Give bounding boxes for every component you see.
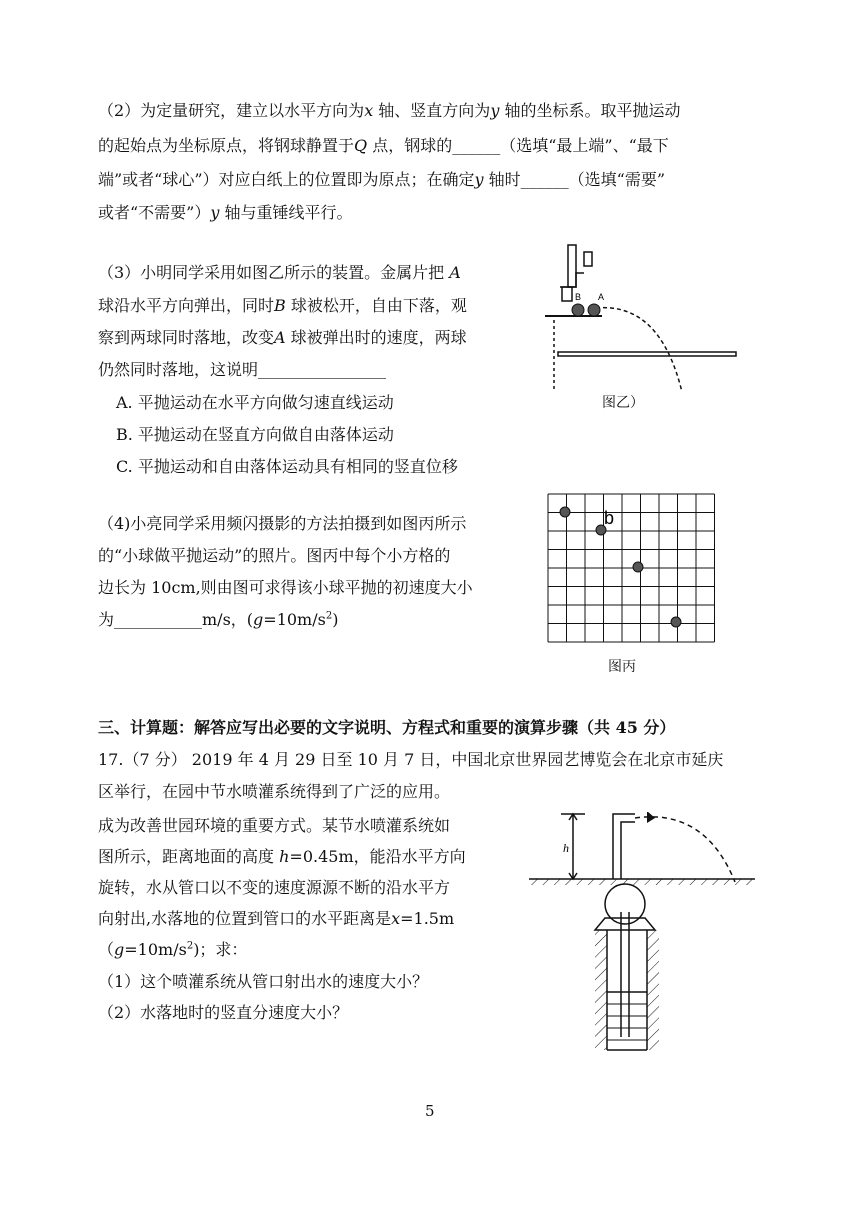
- label-h: h: [563, 841, 569, 855]
- q4-line-2: 的“小球做平抛运动”的照片。图丙中每个小方格的: [98, 546, 451, 565]
- label-a: A: [598, 292, 605, 302]
- pipe-right: [621, 822, 635, 879]
- q3-option-c: C. 平抛运动和自由落体运动具有相同的竖直位移: [116, 457, 458, 476]
- dot-d: [671, 617, 681, 627]
- arrow-head: [647, 812, 655, 823]
- figure-yi-caption: 图乙）: [602, 395, 644, 411]
- pipe-left: [613, 814, 635, 879]
- q4-line-4: 为___________m/s，$(g=10m/s^2)$: [98, 610, 339, 629]
- water-arc: [635, 817, 735, 882]
- q17-line-5: 旋转，水从管口以不变的速度源源不断的沿水平方: [98, 878, 451, 897]
- q2-line-3: 端”或者“球心”）对应白纸上的位置即为原点；在确定y 轴时______（选填“需要”: [98, 170, 666, 189]
- ball-a: [588, 304, 600, 316]
- q17-sub-2: （2）水落地时的竖直分速度大小？: [98, 1003, 349, 1022]
- q2-line-2: 的起始点为坐标原点，将钢球静置于Q 点，钢球的______（选填“最上端”、“最下: [98, 136, 669, 155]
- q3-option-a: A. 平抛运动在水平方向做匀速直线运动: [116, 393, 394, 412]
- page-number: 5: [425, 1102, 435, 1120]
- q17-line-3: 成为改善世园环境的重要方式。某节水喷灌系统如: [98, 816, 451, 835]
- q3-line-2: 球沿水平方向弹出，同时B 球被松开，自由下落，观: [98, 296, 467, 315]
- figure-bing-grid: [546, 492, 716, 644]
- ball-b: [572, 304, 584, 316]
- label-b: B: [575, 292, 582, 302]
- apparatus-block: [562, 287, 572, 301]
- section-3-heading: 三、计算题：解答应写出必要的文字说明、方程式和重要的演算步骤（共 45 分）: [98, 718, 676, 737]
- q17-sub-1: （1）这个喷灌系统从管口射出水的速度大小？: [98, 972, 429, 991]
- apparatus-post: [568, 245, 576, 287]
- q2-line-4: 或者“不需要”）y 轴与重锤线平行。: [98, 203, 353, 222]
- q4-line-1: （4)小亮同学采用频闪摄影的方法拍摄到如图丙所示: [98, 514, 467, 533]
- dot-a: [560, 507, 570, 517]
- q17-line-7: $(g=10m/s^2)$；求：: [98, 940, 248, 959]
- apparatus-clip: [584, 252, 592, 266]
- q3-line-4: 仍然同时落地，这说明________________: [98, 360, 387, 379]
- dot-c: [633, 562, 643, 572]
- q4-line-3: 边长为 10cm,则由图可求得该小球平抛的初速度大小: [98, 578, 473, 597]
- q17-line-6: 向射出,水落地的位置到管口的水平距离是x=1.5m: [98, 909, 455, 928]
- q17-line-1: 17.（7 分） 2019 年 4 月 29 日至 10 月 7 日，中国北京世界园艺博览会在北京市延庆: [98, 750, 724, 769]
- figure-bing-caption: 图丙: [608, 659, 636, 675]
- ball-a-path: [596, 308, 682, 392]
- q3-option-b: B. 平抛运动在竖直方向做自由落体运动: [116, 425, 394, 444]
- q3-line-1: （3）小明同学采用如图乙所示的装置。金属片把 A: [98, 263, 461, 282]
- q17-line-2: 区举行，在园中节水喷灌系统得到了广泛的应用。: [98, 782, 451, 801]
- q17-line-4: 图所示，距离地面的高度 h=0.45m，能沿水平方向: [98, 847, 466, 866]
- figure-sprinkler: [525, 812, 760, 1057]
- q3-line-3: 察到两球同时落地，改变A 球被弹出时的速度，两球: [98, 328, 467, 347]
- q2-line-1: （2）为定量研究，建立以水平方向为x 轴、竖直方向为y 轴的坐标系。取平抛运动: [98, 101, 681, 120]
- label-b: b: [604, 508, 615, 528]
- ground-plate: [558, 352, 736, 356]
